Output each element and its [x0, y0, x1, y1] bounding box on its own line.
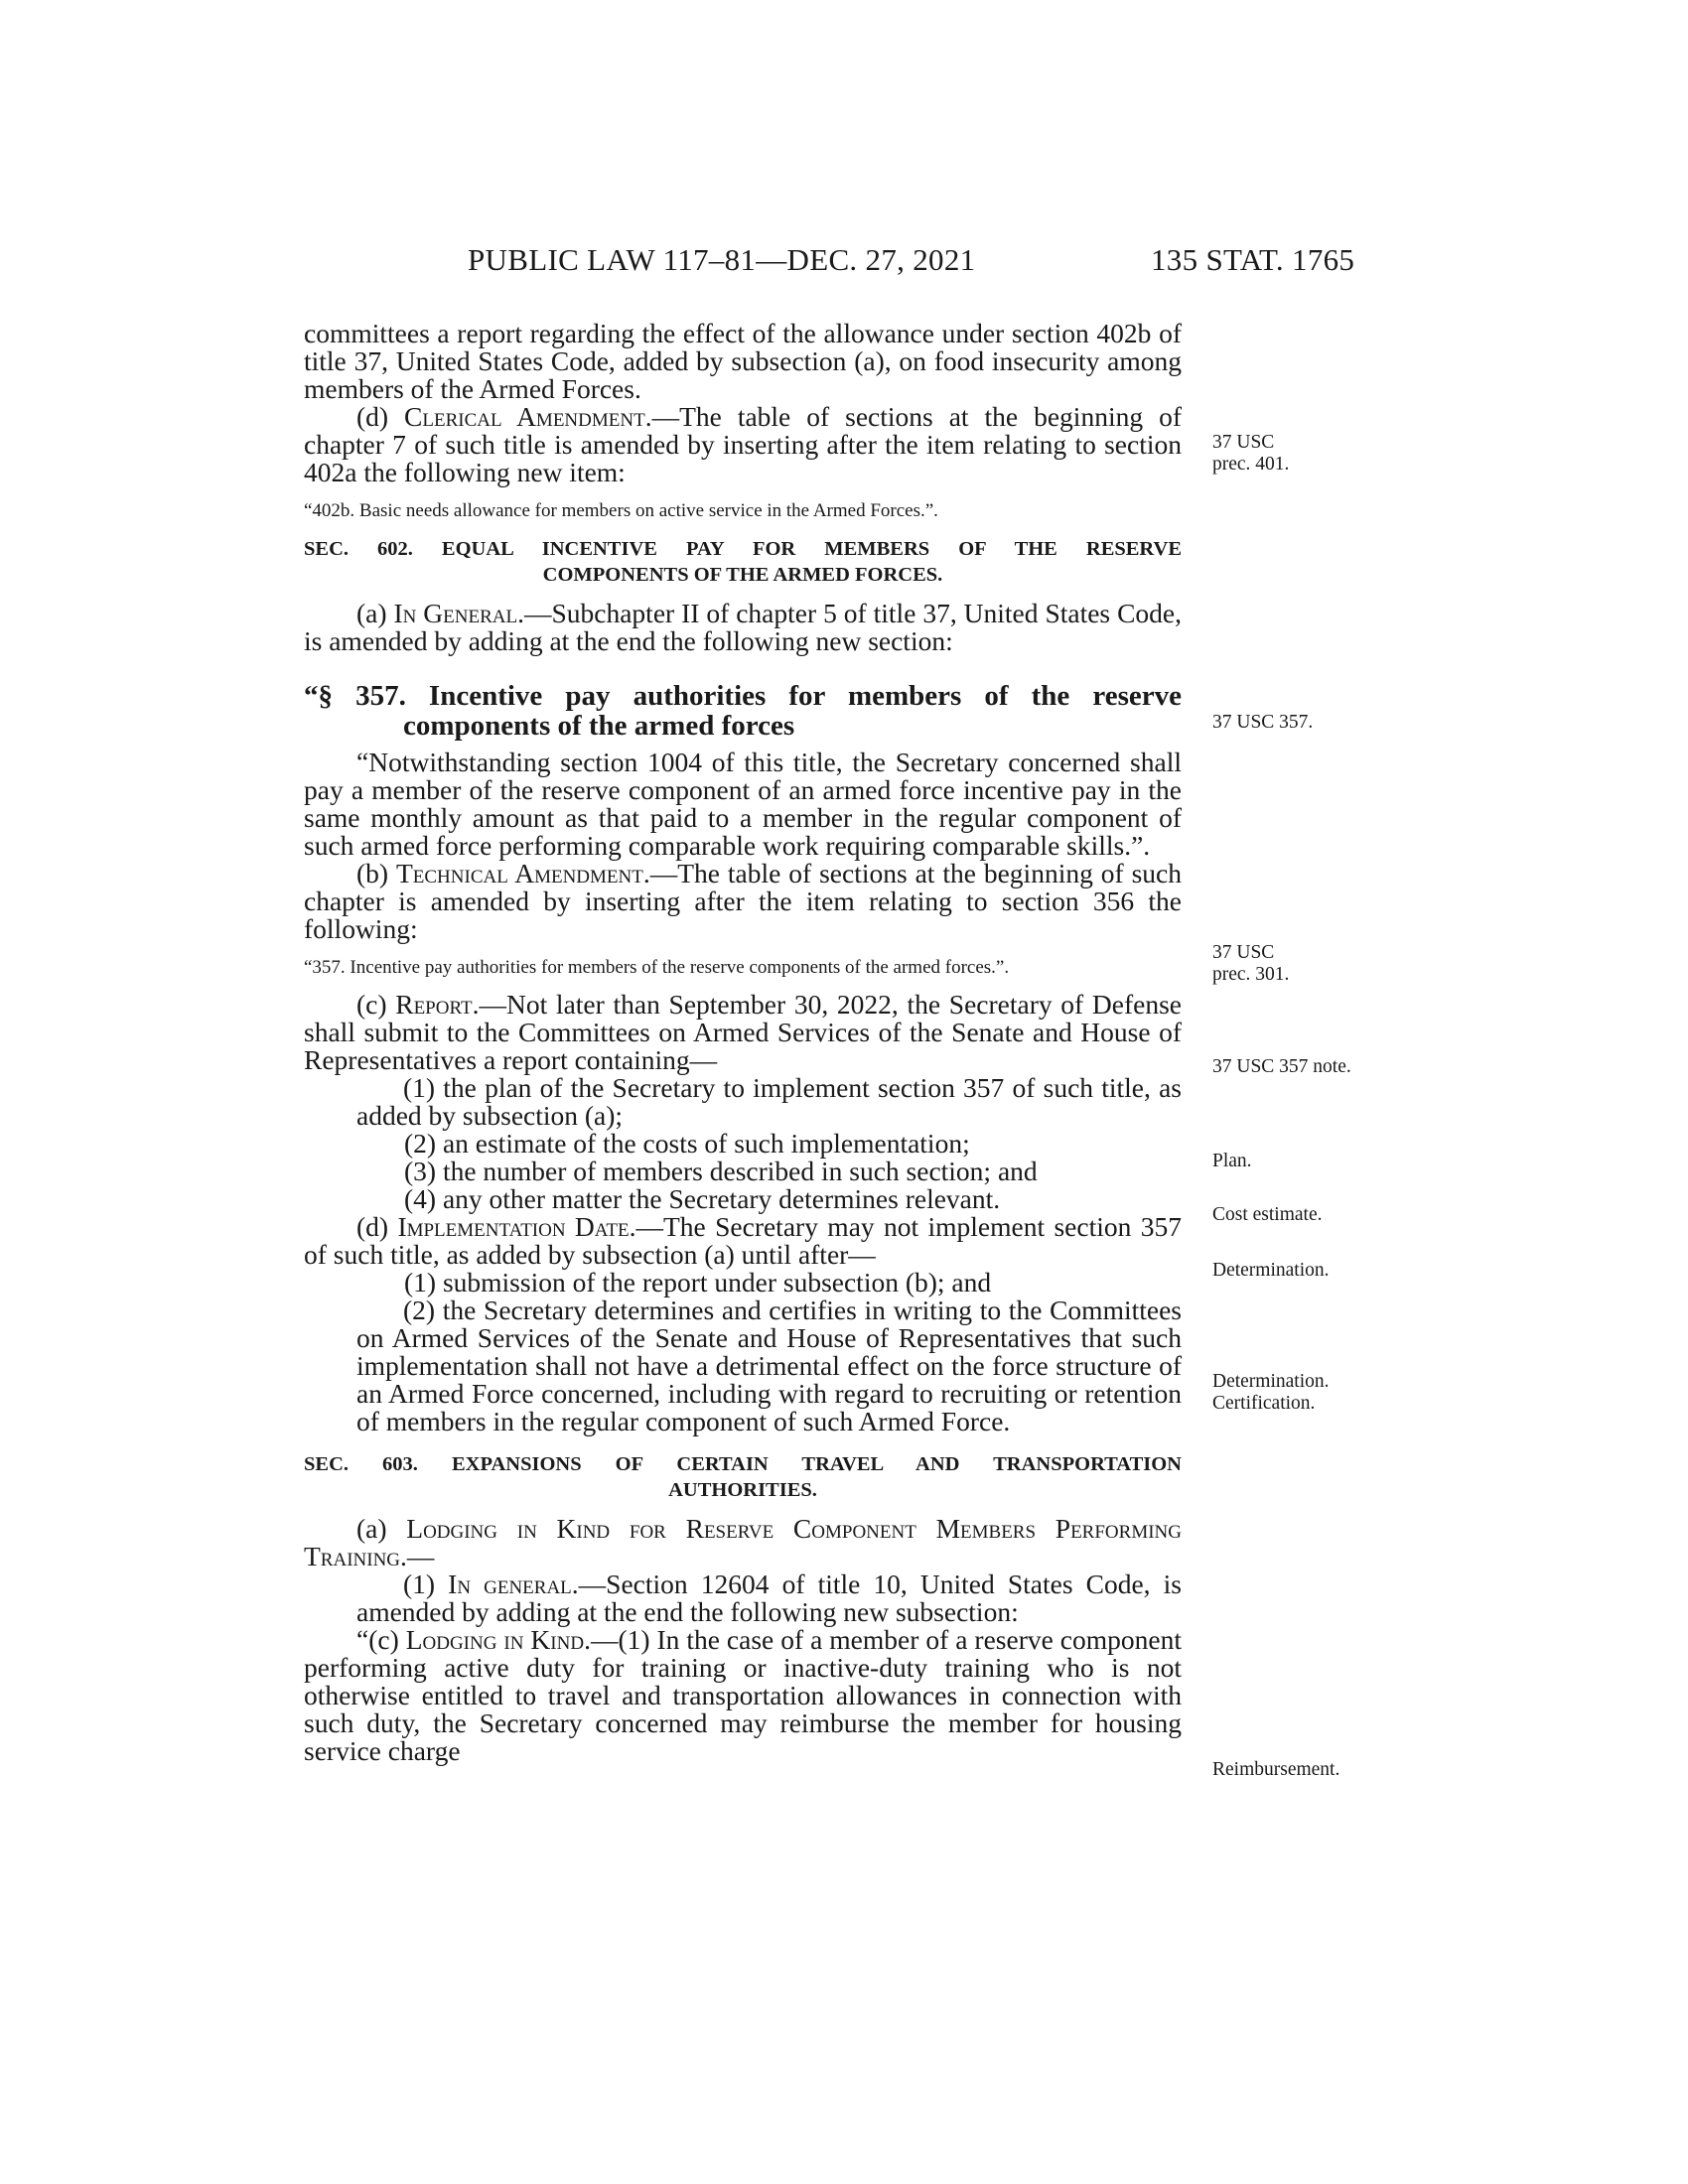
subsection-heading: Implementation Date	[397, 1211, 630, 1242]
margin-note-determination: Determination.	[1212, 1260, 1330, 1281]
section-357-heading: “§ 357. Incentive pay authorities for members of the reserve components of the armed forces	[304, 680, 1182, 742]
margin-note-determination-certification: Determination. Certification.	[1212, 1371, 1330, 1414]
list-item-c2: (2) an estimate of the costs of such implementation;	[404, 1128, 970, 1159]
paragraph-report: (c) Report.—Not later than September 30, 2022, the Secretary of Defense shall submit to the Committees on Armed Services of the Senate and House of Representatives a report containing—	[304, 989, 1182, 1075]
table-item-402b: “402b. Basic needs allowance for members on active service in the Armed Forces.”.	[304, 500, 938, 521]
running-header: PUBLIC LAW 117–81—DEC. 27, 2021	[468, 242, 976, 277]
list-item-c3: (3) the number of members described in such section; and	[404, 1156, 1038, 1186]
margin-note-plan: Plan.	[1212, 1151, 1252, 1171]
subsection-heading: Lodging in Kind for Reserve Component Members Performing Training	[304, 1513, 1182, 1571]
list-item-d2: (2) the Secretary determines and certifies in writing to the Committees on Armed Services of the Senate and House of Representatives that such implementation shall not have a detrimental effect on the force structure of an Armed Force concerned, including with regard to recruiting or retention of members in the regular component of such Armed Force.	[356, 1295, 1182, 1436]
paragraph-notwithstanding: “Notwithstanding section 1004 of this title, the Secretary concerned shall pay a member of the reserve component of an armed force incentive pay in the same monthly amount as that paid to a member in the regular component of such armed force performing comparable work requiring comparable skills.”.	[304, 747, 1182, 861]
section-602-heading: SEC. 602. EQUAL INCENTIVE PAY FOR MEMBERS OF THE RESERVE COMPONENTS OF THE ARMED FORCES.	[304, 538, 1182, 586]
subsection-heading: Lodging in Kind	[405, 1624, 585, 1655]
margin-note-37usc-357: 37 USC 357.	[1212, 712, 1314, 733]
statute-page-number: 135 STAT. 1765	[1151, 242, 1355, 277]
section-603-heading: SEC. 603. EXPANSIONS OF CERTAIN TRAVEL AND TRANSPORTATION AUTHORITIES.	[304, 1453, 1182, 1501]
paragraph-in-general: (a) In General.—Subchapter II of chapter 5 of title 37, United States Code, is amended by adding at the end the following new section:	[304, 598, 1183, 656]
list-item-d1: (1) submission of the report under subsection (b); and	[404, 1267, 992, 1297]
subsection-heading: In General	[393, 598, 518, 628]
subsection-heading: Technical Amendment	[395, 858, 643, 888]
paragraph-clerical-amendment: (d) Clerical Amendment.—The table of sections at the beginning of chapter 7 of such title is amended by inserting after the item relating to section 402a the following new item:	[304, 401, 1182, 487]
margin-note-reimbursement: Reimbursement.	[1212, 1759, 1340, 1780]
subsection-heading: Report	[395, 989, 473, 1020]
margin-note-37usc-357-note: 37 USC 357 note.	[1212, 1056, 1351, 1077]
paragraph-in-general-1: (1) In general.—Section 12604 of title 10, United States Code, is amended by adding at the end the following new subsection:	[356, 1569, 1182, 1627]
paragraph-lodging-c: “(c) Lodging in Kind.—(1) In the case of a member of a reserve component performing active duty for training or inactive-duty training who is not otherwise entitled to travel and transportation allowances in connection with such duty, the Secretary concerned may reimburse the member for housing service charge	[304, 1624, 1182, 1766]
paragraph-lodging-in-kind: (a) Lodging in Kind for Reserve Component Members Performing Training.—	[304, 1513, 1182, 1571]
subsection-heading: Clerical Amendment	[404, 401, 645, 432]
list-item-c4: (4) any other matter the Secretary determines relevant.	[404, 1183, 1001, 1214]
subsection-heading: In general	[448, 1569, 572, 1599]
paragraph-committees: committees a report regarding the effect of the allowance under section 402b of title 37, United States Code, added by subsection (a), on food insecurity among members of the Armed Forces.	[304, 318, 1182, 404]
paragraph-implementation-date: (d) Implementation Date.—The Secretary may not implement section 357 of such title, as added by subsection (a) until after—	[304, 1211, 1182, 1270]
margin-note-37usc-prec-401: 37 USC prec. 401.	[1212, 432, 1290, 475]
paragraph-technical-amendment: (b) Technical Amendment.—The table of sections at the beginning of such chapter is amended by inserting after the item relating to section 356 the following:	[304, 858, 1182, 944]
table-item-357: “357. Incentive pay authorities for members of the reserve components of the armed forces.”.	[304, 957, 1010, 978]
margin-note-37usc-prec-301: 37 USC prec. 301.	[1212, 942, 1290, 985]
document-body	[304, 320, 1182, 1765]
margin-note-cost-estimate: Cost estimate.	[1212, 1204, 1323, 1225]
list-item-c1: (1) the plan of the Secretary to implement section 357 of such title, as added by subsection (a);	[356, 1072, 1182, 1131]
